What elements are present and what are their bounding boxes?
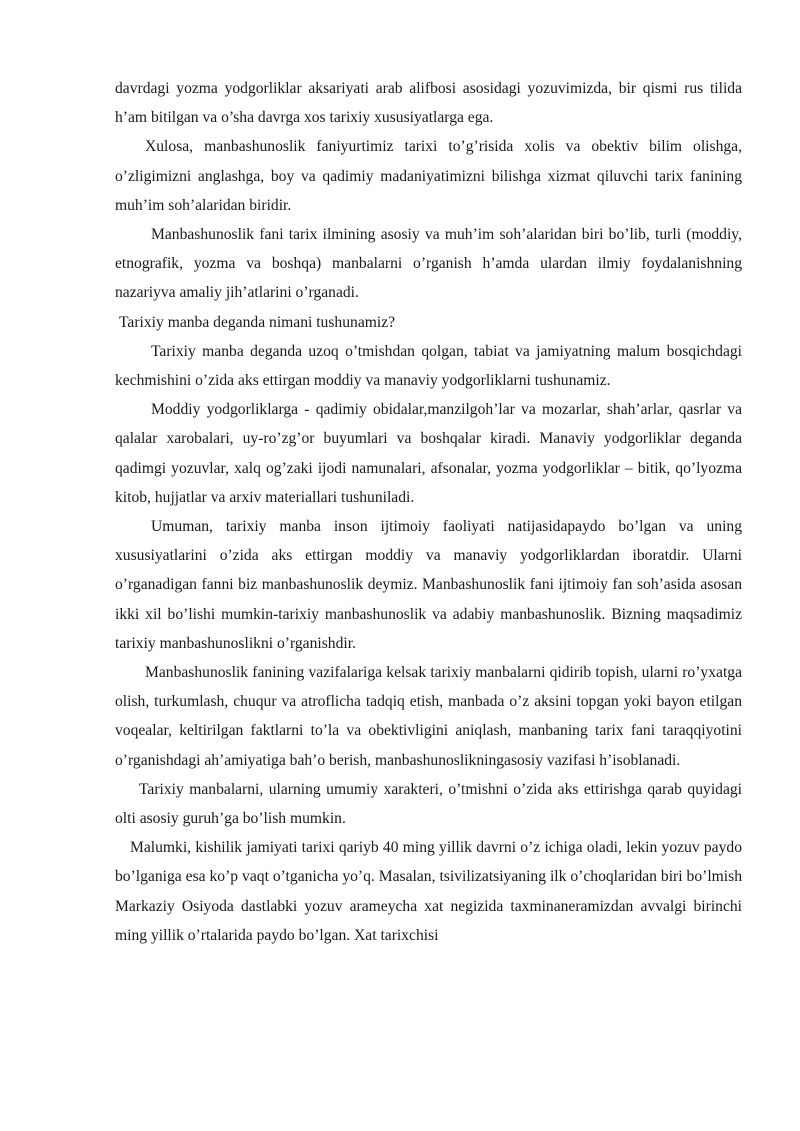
- paragraph-groups: Tarixiy manbalarni, ularning umumiy xarakteri, o’tmishni o’zida aks ettirishga qarab quyidagi olti asosiy guruh’ga bo’lish mumkin.: [115, 780, 742, 828]
- paragraph-conclusion: Xulosa, manbashunoslik faniyurtimiz tarixi to’g’risida xolis va obektiv bilim olishga, o’zligimizni anglashga, boy va qadimiy madaniyatimizni bilishga xizmat qiluvchi tarix fanining muh’im soh’alaridan biridir.: [115, 138, 742, 214]
- paragraph-continuation: davrdagi yozma yodgorliklar aksariyati arab alifbosi asosidagi yozuvimizda, bir qismi rus tilida h’am bitilgan va o’sha davrga xos tarixiy xususiyatlarga ega.: [115, 80, 742, 127]
- paragraph-tasks: Manbashunoslik fanining vazifalariga kelsak tarixiy manbalarni qidirib topish, ularni ro’yxatga olish, turkumlash, chuqur va atroflicha tadqiq etish, manbada o’z aksini topgan yoki bayon etilgan voqealar, keltirilgan faktlarni to’la va obektivligini aniqlash, manbaning tarix fani taraqqiyotini o’rganishdagi ah’amiyatiga bah’o berish, manbashunoslikningasosiy vazifasi h’isoblanadi.: [115, 664, 742, 769]
- paragraph-historical-source: Tarixiy manba deganda uzoq o’tmishdan qolgan, tabiat va jamiyatning malum bosqichdagi kechmishini o’zida aks ettirgan moddiy va manaviy yodgorliklarni tushunamiz.: [115, 342, 742, 390]
- paragraph-in-general: Umuman, tarixiy manba inson ijtimoiy faoliyati natijasidapaydo bo’lgan va uning xususiyatlarini o’zida aks ettirgan moddiy va manaviy yodgorliklardan iboratdir. Ularni o’rganadigan fanni biz manbashunoslik deymiz. Manbashunoslik fani ijtimoiy fan soh’asida asosan ikki xil bo’lishi mumkin-tarixiy manbashunoslik va adabiy manbashunoslik. Bizning maqsadimiz tarixiy manbashunoslikni o’rganishdir.: [115, 518, 742, 652]
- document-page: [115, 74, 742, 950]
- paragraph-material-monuments: Moddiy yodgorliklarga - qadimiy obidalar,manzilgoh’lar va mozarlar, shah’arlar, qasrlar va qalalar xarobalari, uy-ro’zg’or buyumlari va boshqalar kiradi. Manaviy yodgorliklar deganda qadimgi yozuvlar, xalq og’zaki ijodi namunalari, afsonalar, yozma yodgorliklar – bitik, qo’lyozma kitob, hujjatlar va arxiv materiallari tushuniladi.: [115, 401, 742, 506]
- paragraph-definition: Manbashunoslik fani tarix ilmining asosiy va muh’im soh’alaridan biri bo’lib, turli (moddiy, etnografik, yozma va boshqa) manbalarni o’rganish h’amda ulardan ilmiy foydalanishning nazariyva amaliy jih’atlarini o’rganadi.: [115, 226, 742, 302]
- section-question: Tarixiy manba deganda nimani tushunamiz?: [119, 313, 396, 331]
- paragraph-writing-origins: Malumki, kishilik jamiyati tarixi qariyb 40 ming yillik davrni o’z ichiga oladi, lekin yozuv paydo bo’lganiga esa ko’p vaqt o’tganicha yo’q. Masalan, tsivilizatsiyaning ilk o’choqlaridan biri bo’lmish Markaziy Osiyoda dastlabki yozuv arameycha xat negizida taxminaneramizdan avvalgi birinchi ming yillik o’rtalarida paydo bo’lgan. Xat tarixchisi: [115, 839, 742, 944]
